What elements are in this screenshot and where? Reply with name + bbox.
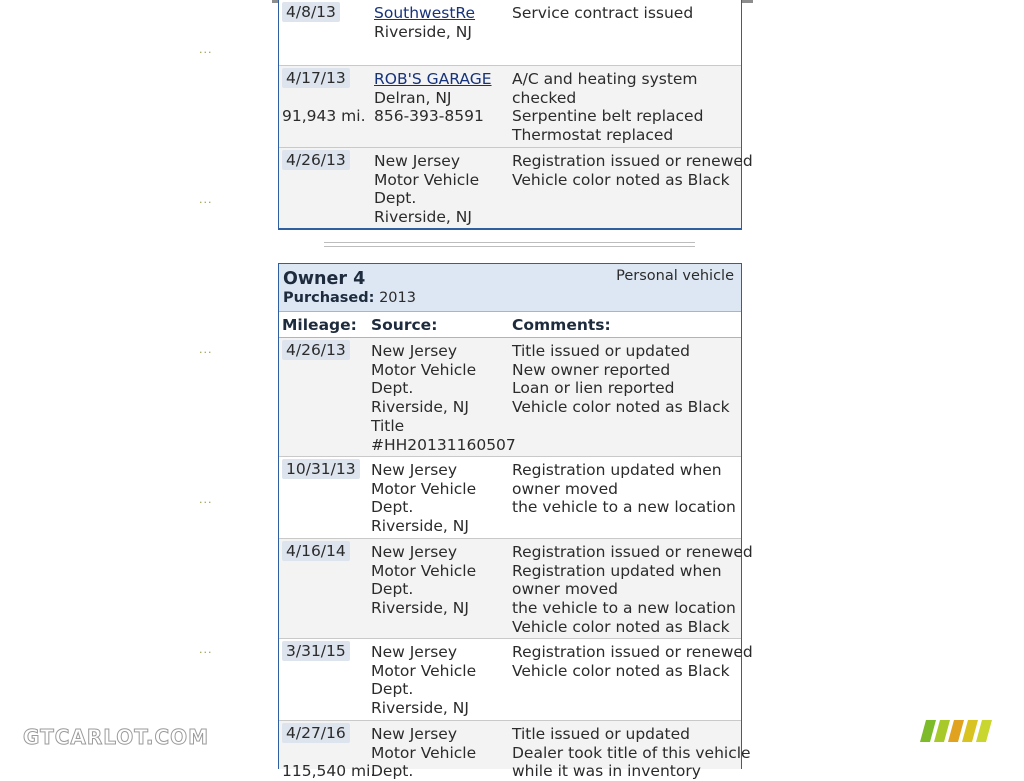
history-date: 4/17/13 — [282, 68, 350, 88]
comment-line: Vehicle color noted as Black — [512, 661, 730, 680]
source-line: Riverside, NJ — [371, 599, 469, 618]
side-mark: ... — [199, 493, 213, 506]
comment-line: owner moved — [512, 580, 618, 599]
history-row — [279, 721, 751, 781]
comment-line: New owner reported — [512, 360, 671, 379]
history-row — [279, 338, 741, 457]
side-mark: ... — [199, 343, 213, 356]
column-headers — [279, 312, 741, 338]
side-mark: ... — [199, 193, 213, 206]
source-line: New Jersey — [371, 725, 457, 743]
source-line: Dept. — [371, 762, 414, 781]
history-source — [371, 725, 476, 781]
col-source: Source: — [371, 316, 438, 334]
comment-line: Registration issued or renewed — [512, 152, 753, 170]
history-date: 4/27/16 — [282, 723, 350, 743]
comment-line: Registration updated when — [512, 561, 722, 580]
history-date: 3/31/15 — [282, 641, 350, 661]
previous-owner-history — [278, 0, 753, 230]
source-line: Dept. — [374, 189, 417, 208]
owner-purchased — [283, 290, 416, 306]
history-comments — [512, 4, 693, 23]
comment-line: Registration updated when — [512, 461, 722, 479]
source-line: Dept. — [371, 498, 414, 517]
history-row — [279, 66, 741, 148]
purchased-label: Purchased: — [283, 290, 375, 306]
history-date: 4/16/14 — [282, 541, 350, 561]
history-source — [371, 461, 476, 536]
history-source — [374, 4, 475, 41]
comment-line: A/C and heating system — [512, 70, 698, 88]
source-line: Motor Vehicle — [371, 360, 477, 379]
comment-line: Vehicle color noted as Black — [512, 170, 730, 189]
source-line: Dept. — [371, 379, 414, 398]
source-link-robs-garage[interactable]: ROB'S GARAGE — [374, 70, 492, 88]
source-line: Motor Vehicle — [371, 479, 477, 498]
comment-line: checked — [512, 88, 577, 107]
watermark-logo-text: GTCARLOT.COM — [23, 725, 210, 749]
history-source — [371, 543, 476, 618]
section-divider — [324, 242, 695, 247]
source-location: Delran, NJ — [374, 88, 452, 107]
owner-title: Owner 4 — [283, 269, 366, 289]
comment-line: the vehicle to a new location — [512, 498, 736, 517]
source-line: Dept. — [371, 580, 414, 599]
history-date: 10/31/13 — [282, 459, 360, 479]
source-line: Riverside, NJ — [371, 398, 469, 417]
comment-line: Serpentine belt replaced — [512, 107, 704, 126]
source-line: Dept. — [371, 680, 414, 699]
source-line: Motor Vehicle — [374, 170, 480, 189]
comment-line: the vehicle to a new location — [512, 599, 736, 618]
history-mileage: 91,943 mi. — [282, 107, 366, 125]
history-row — [279, 639, 753, 721]
source-line: Riverside, NJ — [371, 699, 469, 718]
source-line: Motor Vehicle — [371, 561, 477, 580]
source-line: Motor Vehicle — [371, 661, 477, 680]
history-source — [371, 342, 516, 454]
comment-line: owner moved — [512, 479, 618, 498]
history-comments — [512, 643, 753, 680]
source-phone: 856-393-8591 — [374, 107, 484, 126]
history-comments — [512, 461, 736, 517]
comment-line: Dealer took title of this vehicle — [512, 743, 751, 762]
history-comments — [512, 152, 753, 189]
history-row — [279, 539, 753, 639]
source-line: New Jersey — [371, 643, 457, 661]
history-date: 4/26/13 — [282, 340, 350, 360]
history-comments — [512, 70, 703, 145]
comment-line: Vehicle color noted as Black — [512, 617, 730, 636]
source-line: New Jersey — [374, 152, 460, 170]
owner-header — [279, 264, 741, 312]
side-mark: ... — [199, 43, 213, 56]
comment-line: Thermostat replaced — [512, 126, 674, 145]
source-line: Riverside, NJ — [374, 208, 472, 227]
source-line: Riverside, NJ — [371, 517, 469, 536]
comment-line: Service contract issued — [512, 4, 694, 22]
history-source — [371, 643, 476, 718]
source-line: New Jersey — [371, 342, 457, 360]
history-mileage: 115,540 mi. — [282, 762, 376, 780]
source-location: Riverside, NJ — [374, 22, 472, 41]
comment-line: Registration issued or renewed — [512, 543, 753, 561]
history-date: 4/26/13 — [282, 150, 350, 170]
vehicle-type: Personal vehicle — [616, 268, 734, 284]
col-mileage: Mileage: — [282, 316, 357, 334]
col-comments: Comments: — [512, 316, 611, 334]
history-row — [279, 148, 753, 228]
purchased-year: 2013 — [379, 290, 416, 306]
source-line: New Jersey — [371, 543, 457, 561]
history-source — [374, 152, 479, 227]
comment-line: Registration issued or renewed — [512, 643, 753, 661]
source-line: #HH20131160507 — [371, 435, 516, 454]
history-row — [279, 0, 741, 66]
source-line: New Jersey — [371, 461, 457, 479]
comment-line: Title issued or updated — [512, 342, 690, 360]
history-source — [374, 70, 492, 126]
history-row — [279, 457, 741, 539]
history-comments — [512, 543, 753, 637]
comment-line: Title issued or updated — [512, 725, 690, 743]
source-link-southwestre[interactable]: SouthwestRe — [374, 4, 476, 22]
source-line: Motor Vehicle — [371, 743, 477, 762]
side-mark: ... — [199, 643, 213, 656]
history-date: 4/8/13 — [282, 2, 340, 22]
comment-line: Loan or lien reported — [512, 379, 675, 398]
comment-line: Vehicle color noted as Black — [512, 398, 730, 417]
owner-4-section — [278, 263, 753, 781]
comment-line: while it was in inventory — [512, 762, 701, 781]
source-line: Title — [371, 416, 405, 435]
history-comments — [512, 342, 730, 417]
watermark-stripes-logo — [920, 720, 998, 742]
history-comments — [512, 725, 751, 781]
